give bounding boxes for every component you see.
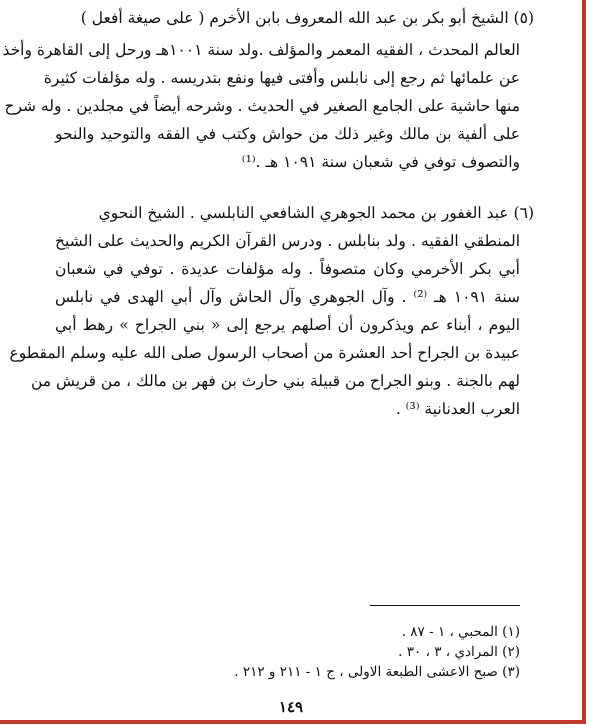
- entry6-line-3: أبي بكر الأخرمي وكان متصوفاً . وله مؤلفات عديدة . توفي في شعبان: [55, 260, 520, 278]
- footnote-3: (٣) صبح الاعشى الطبعة الاولى ، ج ١ - ٢١١ و ٢١٢ .: [234, 664, 520, 680]
- footnote-2: (٢) المرادي ، ٣ ، ٣٠ .: [398, 644, 520, 660]
- entry6-line-4: سنة ١٠٩١ هـ ⁽²⁾ . وآل الجوهري وآل الحاش وآل أبي الهدى في نابلس: [55, 288, 520, 306]
- entry5-line-5: على ألفية بن مالك وغير ذلك من حواش وكتب في الفقه والتوحيد والنحو: [55, 125, 520, 143]
- entry6-line-7: لهم بالجنة . وبنو الجراح من قبيلة بني حارث بن فهر بن مالك ، من قريش من: [30, 372, 520, 390]
- entry5-line-3: عن علمائها ثم رجع إلى نابلس وأفتى فيها ونفع بتدريسه . وله مؤلفات كثيرة: [43, 69, 520, 87]
- footnote-separator: [370, 605, 520, 606]
- entry5-line-4: منها حاشية على الجامع الصغير في الحديث . وشرحه أيضاً في مجلدين . وله شرح: [4, 97, 520, 115]
- entry5-line-6: والتصوف توفي في شعبان سنة ١٠٩١ هـ .⁽¹⁾: [241, 153, 520, 171]
- page-number: ١٤٩: [278, 698, 304, 716]
- entry5-line-1: (٥) الشيخ أبو بكر بن عبد الله المعروف بابن الأخرم ( على صيغة أفعل ): [80, 9, 534, 27]
- entry6-line-6: عبيدة بن الجراح أحد العشرة من أصحاب الرسول صلى الله عليه وسلم المقطوع: [9, 344, 520, 362]
- entry6-line-1: (٦) عبد الغفور بن محمد الجوهري الشافعي النابلسي . الشيخ النحوي: [98, 204, 534, 222]
- entry6-line-8: العرب العدنانية ⁽³⁾ .: [395, 400, 520, 418]
- entry6-line-5: اليوم ، أبناء عم ويذكرون أن أصلهم يرجع إلى « بني الجراح » رهط أبي: [55, 316, 520, 334]
- entry6-line-2: المنطقي الفقيه . ولد بنابلس . ودرس القرآن الكريم والحديث على الشيخ: [55, 232, 520, 250]
- footnote-1: (١) المحبي ، ١ - ٨٧ .: [401, 624, 520, 640]
- entry5-line-2: العالم المحدث ، الفقيه المعمر والمؤلف .ولد سنة ١٠٠١هـ ورحل إلى القاهرة وأخذ: [2, 41, 520, 59]
